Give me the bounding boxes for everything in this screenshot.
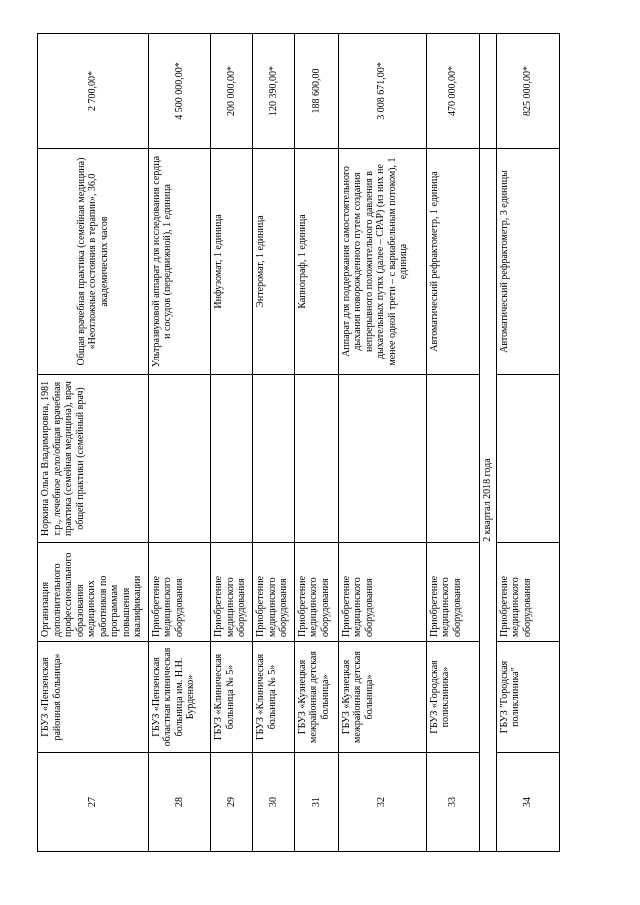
item-cell: Общая врачебная практика (семейная медицина) «Неотложные состояния в терапии», 36,0 академических часов bbox=[38, 149, 149, 375]
sum-cell: 825 000,00* bbox=[496, 34, 559, 149]
person-cell bbox=[211, 375, 253, 543]
table-row bbox=[496, 34, 559, 852]
sum-cell: 3 008 671,00* bbox=[338, 34, 426, 149]
type-cell: Приобретение медицинского оборудования bbox=[338, 543, 426, 642]
person-cell: Норкина Ольга Владимировна, 1981 г.р., лечебное дело/общая врачебная практика (семейная медицина), врач общей практики (семейный врач) bbox=[38, 375, 149, 543]
table-row bbox=[211, 34, 253, 852]
row-number: 34 bbox=[496, 753, 559, 852]
sum-cell: 470 000,00* bbox=[426, 34, 479, 149]
type-cell: Приобретение медицинского оборудования bbox=[148, 543, 210, 642]
institution-cell: ГБУЗ «Клиническая больница № 5» bbox=[253, 642, 295, 753]
item-cell: Ультразвуковой аппарат для исследования сердца и сосудов (передвижной), 1 единица bbox=[148, 149, 210, 375]
sum-cell: 200 000,00* bbox=[211, 34, 253, 149]
quarter-label: 2 квартал 2018 года bbox=[479, 149, 496, 852]
person-cell bbox=[253, 375, 295, 543]
institution-cell: ГБУЗ "Городская поликлиника" bbox=[496, 642, 559, 753]
item-cell: Автоматический рефрактометр, 3 единицы bbox=[496, 149, 559, 375]
item-cell: Энтеромат, 1 единица bbox=[253, 149, 295, 375]
sum-cell: 188 600,00 bbox=[294, 34, 338, 149]
type-cell: Организация дополнительного профессионального образования медицинских работников по программам повышения квалификации bbox=[38, 543, 149, 642]
person-cell bbox=[496, 375, 559, 543]
person-cell bbox=[294, 375, 338, 543]
institution-cell: ГБУЗ «Кузнецкая межрайонная детская больница» bbox=[294, 642, 338, 753]
table-row bbox=[253, 34, 295, 852]
item-cell: Автоматический рефрактометр, 1 единица bbox=[426, 149, 479, 375]
table-row bbox=[338, 34, 426, 852]
sum-cell: 2 700,00* bbox=[38, 34, 149, 149]
type-cell: Приобретение медицинского оборудования bbox=[294, 543, 338, 642]
row-number: 30 bbox=[253, 753, 295, 852]
quarter-empty-cell bbox=[479, 34, 496, 149]
item-cell: Аппарат для поддержания самостоятельного дыхания новорожденного путем создания непрерывного положительного давления в дыхательных путях (далее – СРАР) (из них не менее одной трети – с вариабельным потоком), 1 единица bbox=[338, 149, 426, 375]
person-cell bbox=[426, 375, 479, 543]
sum-cell: 4 500 000,00* bbox=[148, 34, 210, 149]
item-cell: Инфузомат, 1 единица bbox=[211, 149, 253, 375]
type-cell: Приобретение медицинского оборудования bbox=[426, 543, 479, 642]
equipment-table bbox=[37, 33, 560, 852]
table-row bbox=[38, 34, 149, 852]
row-number: 33 bbox=[426, 753, 479, 852]
row-number: 31 bbox=[294, 753, 338, 852]
institution-cell: ГБУЗ «Пензенская областная клиническая больница им. Н.Н. Бурденко» bbox=[148, 642, 210, 753]
row-number: 32 bbox=[338, 753, 426, 852]
person-cell bbox=[148, 375, 210, 543]
sum-cell: 120 390,00* bbox=[253, 34, 295, 149]
row-number: 27 bbox=[38, 753, 149, 852]
row-number: 28 bbox=[148, 753, 210, 852]
institution-cell: ГБУЗ «Клиническая больница № 5» bbox=[211, 642, 253, 753]
table-row bbox=[148, 34, 210, 852]
table-row bbox=[426, 34, 479, 852]
row-number: 29 bbox=[211, 753, 253, 852]
institution-cell: ГБУЗ «Городская поликлиника» bbox=[426, 642, 479, 753]
type-cell: Приобретение медицинского оборудования bbox=[211, 543, 253, 642]
table-row bbox=[294, 34, 338, 852]
institution-cell: ГБУЗ «Кузнецкая межрайонная детская больница» bbox=[338, 642, 426, 753]
quarter-row bbox=[479, 34, 496, 852]
type-cell: Приобретение медицинского оборудования bbox=[253, 543, 295, 642]
institution-cell: ГБУЗ «Пензенская районная больница» bbox=[38, 642, 149, 753]
person-cell bbox=[338, 375, 426, 543]
item-cell: Капнограф, 1 единица bbox=[294, 149, 338, 375]
type-cell: Приобретение медицинского оборудования bbox=[496, 543, 559, 642]
